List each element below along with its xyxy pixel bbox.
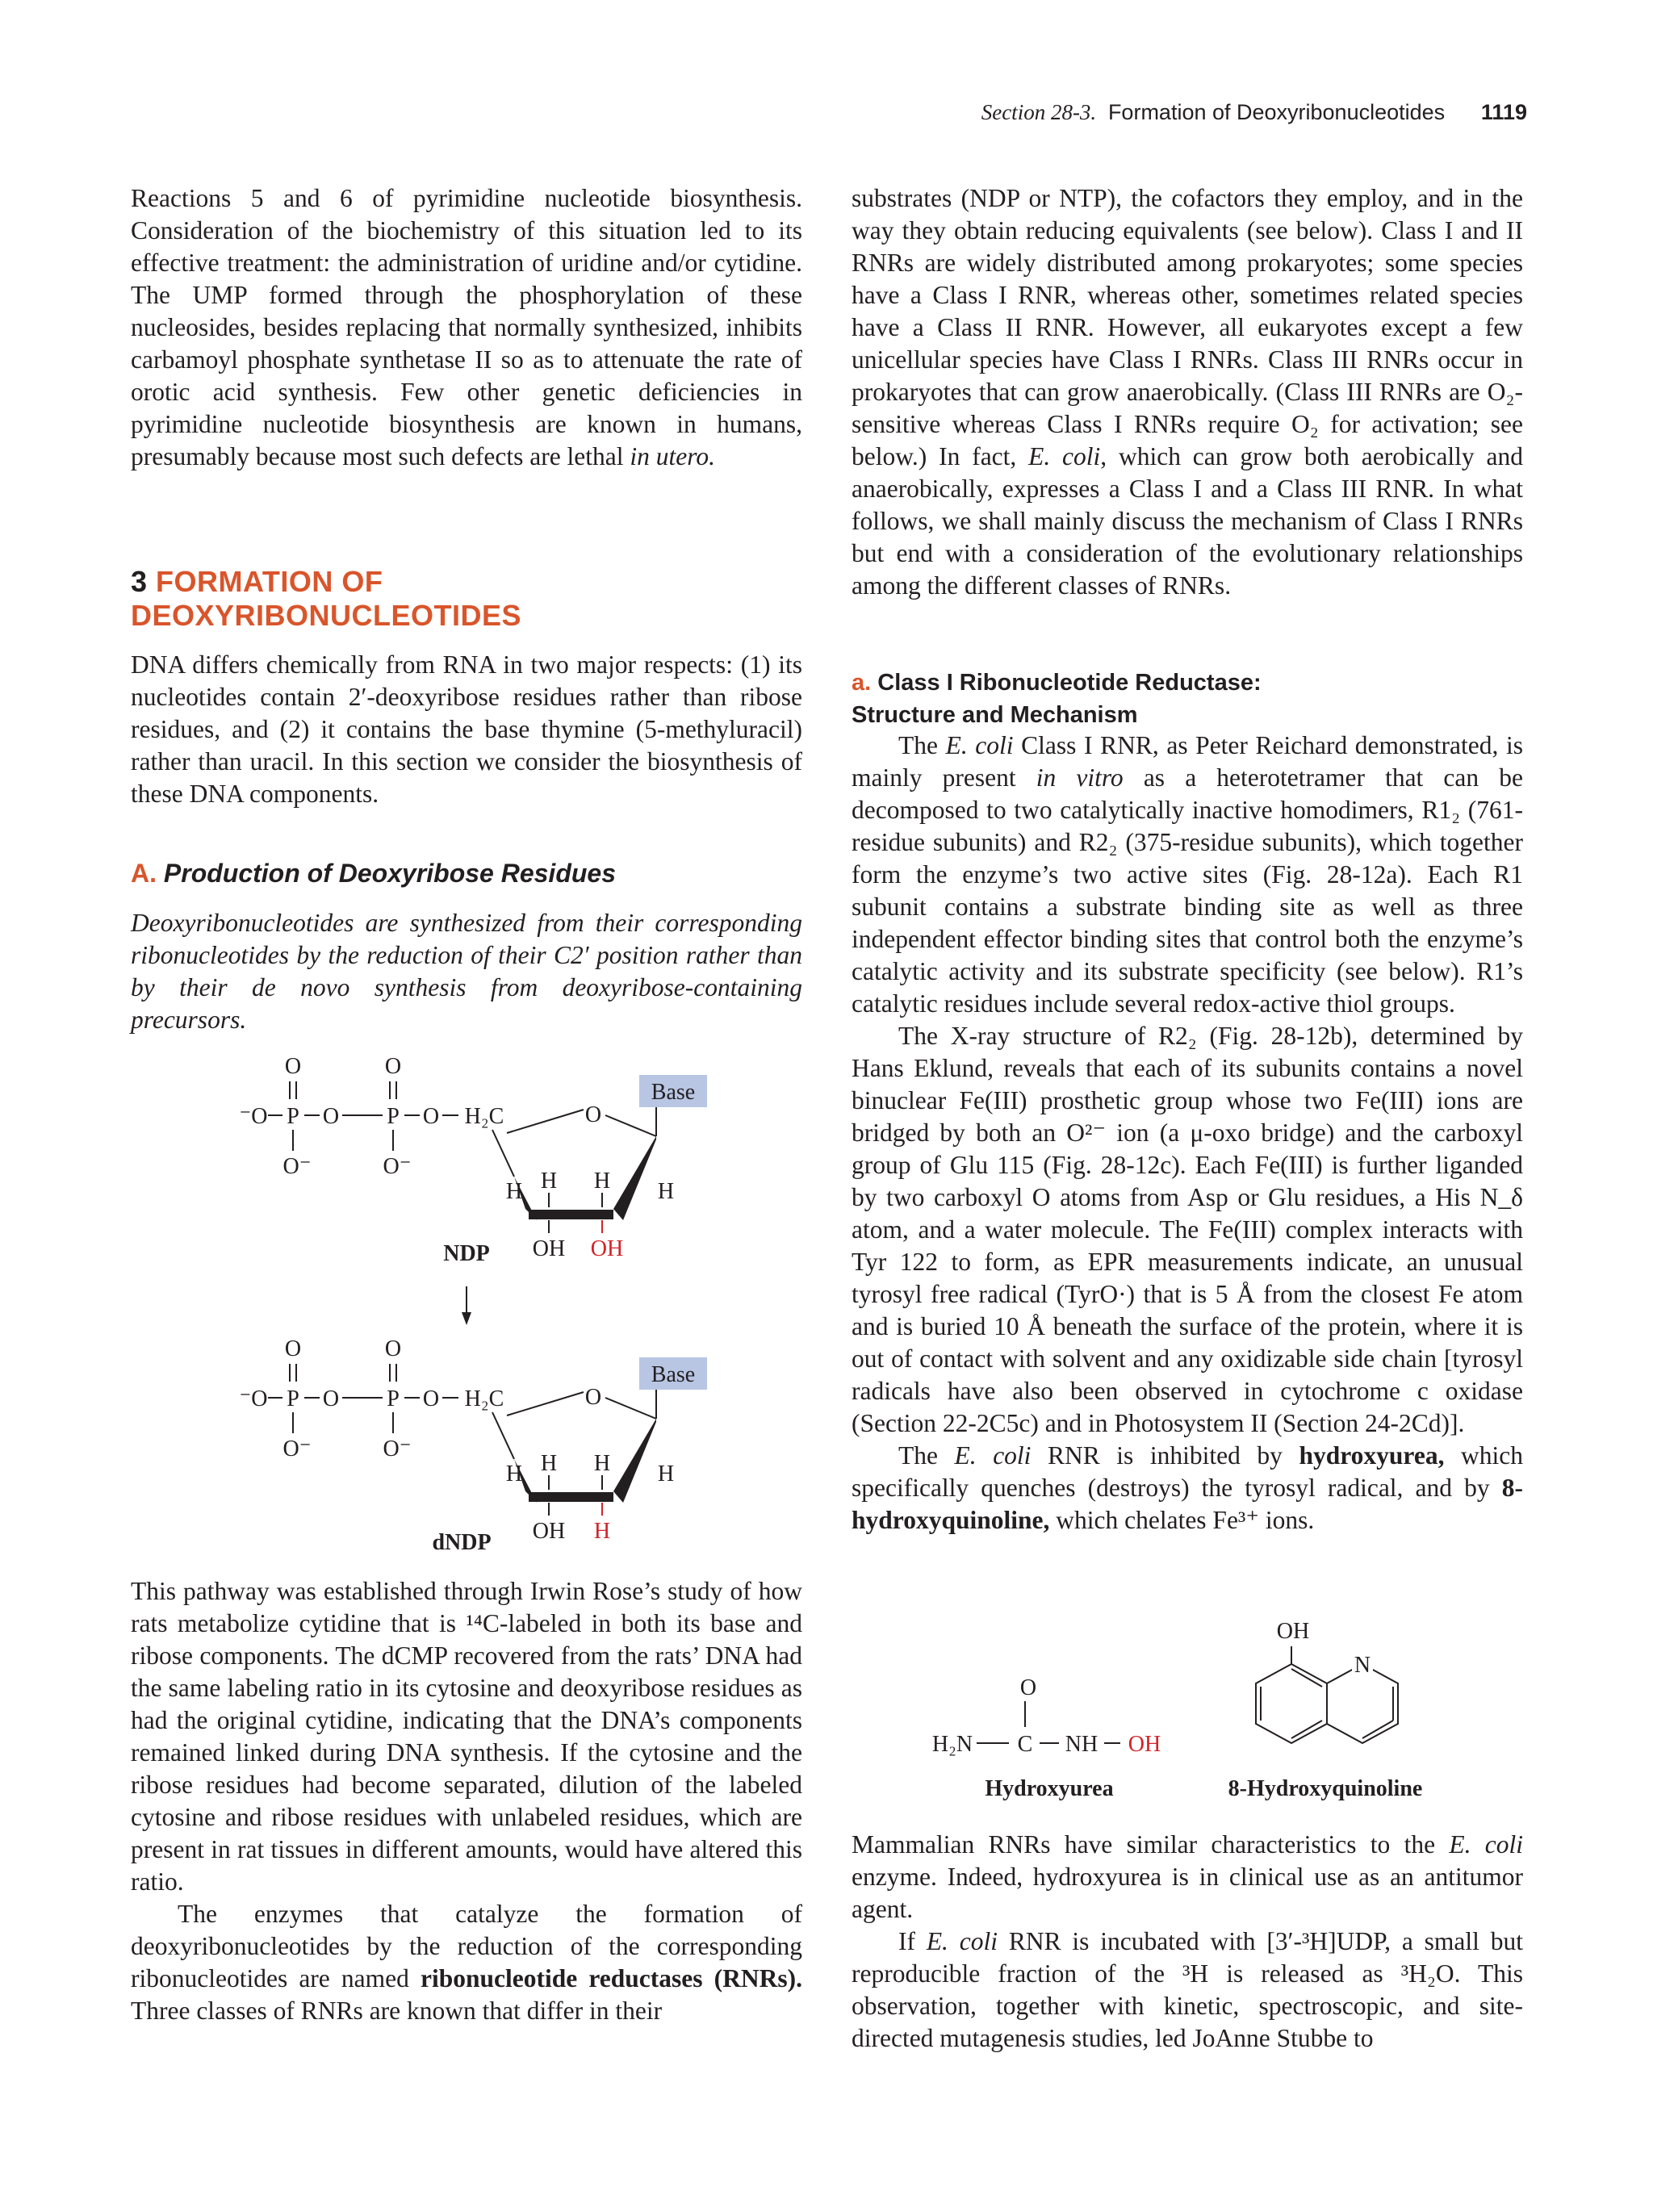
header-section: Section 28-3. [981, 100, 1097, 124]
paragraph-text: If [898, 1927, 927, 1955]
paragraph-text: which chelates Fe³⁺ ions. [1049, 1506, 1315, 1534]
subsubsection-title-line2: Structure and Mechanism [852, 702, 1138, 728]
ndp-2-oh: OH [590, 1236, 624, 1261]
paragraph-text: Reactions 5 and 6 of pyrimidine nucleotide biosynthesis. Consideration of the biochemistry of this situation led to its effective treatment: the administration of uridine and/or cytidine. The UMP formed through the phosphorylation of these nucleosides, besides replacing that normally synthesized, inhibits carbamoyl phosphate synthetase II so as to attenuate the rate of orotic acid synthesis. Few other genetic deficiencies in pyrimidine nucleotide biosynthesis are known in humans, presumably because most such defects are lethal [131, 184, 802, 470]
dndp-structure [240, 1336, 708, 1555]
paragraph-text: Class I RNR, as Peter Reichard demonstrated, is mainly present [852, 731, 1523, 792]
hq-oh: OH [1276, 1619, 1310, 1644]
ndp-base: Base [651, 1080, 696, 1105]
paragraph [852, 730, 1523, 1020]
paragraph-text: which specifically quenches (destroys) the tyrosyl radical, and by [852, 1441, 1523, 1502]
left-column-intro [131, 649, 802, 810]
paragraph-text: Three classes of RNRs are known that differ in their [131, 1997, 663, 2025]
page-number: 1119 [1480, 100, 1527, 124]
paragraph-italic: E. coli [945, 731, 1014, 759]
paragraph-text: as a heterotetramer that can be decomposed to two catalytically inactive homodimers, R1₂ (761-residue subunits) and R2₂ (375-residue subunits), which together form the enzyme’s two active sites (Fig. 28-12a). Each R1 subunit contains a substrate binding site as well as three independent effector binding sites that control both the enzyme’s catalytic activity and its substrate specificity (see below). R1’s catalytic residues include several redox-active thiol groups. [852, 763, 1524, 1018]
paragraph: This pathway was established through Irwin Rose’s study of how rats metabolize cytidine that is ¹⁴C-labeled in both its base and ribose components. The dCMP recovered from the rats’ DNA had the same labeling ratio in its cytosine and deoxyribose residues as had the original cytidine, indicating that the DNA’s components remained linked during DNA synthesis. If the cytosine and the ribose residues had become separated, dilution of the labeled cytosine and ribose residues with unlabeled residues, which are present in rat tissues in different amounts, would have altered this ratio. [131, 1577, 802, 1896]
hu-c: C [1017, 1732, 1033, 1757]
dndp-p1: P [287, 1386, 299, 1411]
paragraph-italic: in utero. [630, 442, 715, 470]
paragraph-italic: E. coli [926, 1927, 998, 1955]
summary-text: Deoxyribonucleotides are synthesized from their corresponding ribonucleotides by the reduction of their C2′ position rather than by their de novo synthesis from deoxyribose-containing precursors. [131, 909, 802, 1034]
dndp-o1: O [284, 1336, 302, 1361]
dndp-base: Base [651, 1362, 696, 1387]
paragraph: DNA differs chemically from RNA in two major respects: (1) its nucleotides contain 2′-deoxyribose residues rather than ribose residues, and (2) it contains the base thymine (5-methyluracil) rather than uracil. In this section we consider the biosynthesis of these DNA components. [131, 650, 802, 808]
hu-nh: NH [1065, 1732, 1099, 1757]
subsection-heading [131, 857, 802, 889]
paragraph [852, 1926, 1523, 2055]
hydroxyquinoline-structure [1256, 1646, 1398, 1743]
section-number: 3 [131, 565, 148, 598]
hu-o: O [1019, 1675, 1037, 1700]
paragraph-bold: 8-hydroxyquinoline, [852, 1474, 1523, 1534]
ndp-ring-o: O [584, 1102, 602, 1127]
hu-h2n: H₂N [931, 1732, 973, 1757]
dndp-h: H [540, 1451, 558, 1476]
paragraph-text: The enzymes that catalyze the formation of deoxyribonucleotides by the reduction of the corresponding ribonucleotides are named [131, 1900, 802, 1992]
paragraph-text: Mammalian RNRs have similar characteristics to the [852, 1830, 1450, 1859]
dndp-3-oh: OH [532, 1519, 566, 1544]
paragraph-italic: in vitro [1036, 763, 1124, 792]
dndp-h: H [505, 1461, 523, 1487]
paragraph-italic: E. coli [1449, 1830, 1524, 1859]
dndp-2-h: H [593, 1519, 611, 1544]
hu-oh: OH [1128, 1732, 1161, 1757]
ndp-3-oh: OH [532, 1236, 566, 1261]
dndp-h2c: H₂C [464, 1386, 504, 1411]
subsubsection-heading [852, 667, 1523, 731]
section-heading [131, 565, 802, 633]
paragraph-text: The [898, 731, 946, 759]
ndp-neg-o: ⁻O [239, 1104, 268, 1129]
paragraph: The X-ray structure of R2₂ (Fig. 28-12b), determined by Hans Eklund, reveals that each of its subunits contains a novel binuclear Fe(III) prosthetic group whose two Fe(III) ions are bridged by both an O²⁻ ion (a μ-oxo bridge) and the carboxyl group of Glu 115 (Fig. 28-12c). Each Fe(III) is further liganded by two carboxyl O atoms from Asp or Glu residues, a His N_δ atom, and a water molecule. The Fe(III) complex interacts with Tyr 122 to form, as EPR measurements indicate, an unusual tyrosyl free radical (TyrO·) that is 5 Å from the closest Fe atom and is buried 10 Å beneath the surface of the protein, where it is out of contact with solvent and any oxidizable side chain [tyrosyl radicals have also been observed in cytochrome c oxidase (Section 22-2C5c) and in Photosystem II (Section 24-2Cd)]. [852, 1022, 1523, 1437]
reaction-arrowhead [462, 1312, 471, 1325]
summary-statement [131, 907, 802, 1036]
dndp-ring-o: O [584, 1385, 602, 1410]
paragraph-italic: E. coli [1028, 442, 1101, 470]
subsection-letter: A. [131, 859, 157, 888]
dndp-o-minus1: O⁻ [282, 1436, 312, 1461]
left-column-top [131, 182, 802, 473]
paragraph-text: substrates (NDP or NTP), the cofactors they employ, and in the way they obtain reducing equivalents (see below). Class I and II RNRs are widely distributed among prokaryotes; some species have a Class I RNR, whereas other, sometimes related species have a Class II RNR. However, all eukaryotes except a few unicellular species have Class I RNRs. Class III RNRs occur in prokaryotes that can grow anaerobically. (Class III RNRs are O₂-sensitive whereas Class I RNRs require O₂ for activation; see below.) In fact, [852, 184, 1523, 470]
paragraph-text: , which can grow both aerobically and anaerobically, expresses a Class I and a Class III RNR. In what follows, we shall mainly discuss the mechanism of Class I RNRs but end with a consideration of the evolutionary relationships among the different classes of RNRs. [852, 442, 1523, 600]
paragraph [852, 1829, 1523, 1926]
paragraph-bold: hydroxyurea, [1299, 1441, 1445, 1470]
paragraph-text: enzyme. Indeed, hydroxyurea is in clinical use as an antitumor agent. [852, 1863, 1523, 1923]
ndp-bridge-o: O [322, 1104, 340, 1129]
paragraph-bold: ribonucleotide reductases (RNRs). [420, 1964, 802, 1992]
dndp-o-minus2: O⁻ [383, 1436, 412, 1461]
subsubsection-title-line1: Class I Ribonucleotide Reductase: [877, 670, 1262, 696]
right-column-middle [852, 730, 1523, 1537]
dndp-h: H [593, 1451, 611, 1476]
ndp-label: NDP [443, 1241, 490, 1266]
dndp-label: dNDP [432, 1530, 492, 1555]
subsection-title: Production of Deoxyribose Residues [163, 859, 616, 888]
section-title-line2: DEOXYRIBONUCLEOTIDES [131, 599, 522, 632]
paragraph [131, 182, 802, 473]
ndp-h2c: H₂C [464, 1104, 504, 1129]
paragraph-text: The [898, 1441, 955, 1470]
ndp-p2: P [387, 1104, 400, 1129]
paragraph [131, 1898, 802, 2027]
ndp-o-minus1: O⁻ [282, 1154, 312, 1179]
hydroxyurea-label: Hydroxyurea [985, 1776, 1114, 1801]
dndp-h: H [657, 1461, 675, 1487]
paragraph-text: RNR is incubated with [3′-³H]UDP, a small but reproducible fraction of the ³H is released as ³H₂O. This observation, together with kinetic, spectroscopic, and site-directed mutagenesis studies, led JoAnne Stubbe to [852, 1927, 1523, 2052]
ndp-o1: O [284, 1054, 302, 1079]
inhibitor-structures-figure [928, 1614, 1445, 1808]
dndp-bridge-o: O [322, 1386, 340, 1411]
right-column-bottom [852, 1829, 1523, 2055]
ndp-structure [240, 1054, 708, 1266]
ndp-to-dndp-figure [226, 1049, 726, 1566]
paragraph-italic: E. coli [954, 1441, 1032, 1470]
dndp-p2: P [387, 1386, 400, 1411]
hydroxyquinoline-label: 8-Hydroxyquinoline [1228, 1776, 1423, 1801]
paragraph [852, 1440, 1523, 1537]
section-title-line1: FORMATION OF [156, 565, 383, 598]
ndp-p1: P [287, 1104, 299, 1129]
dndp-neg-o: ⁻O [239, 1386, 268, 1411]
ndp-ester-o: O [422, 1104, 440, 1129]
left-column-bottom [131, 1575, 802, 2027]
paragraph-text: RNR is inhibited by [1031, 1441, 1299, 1470]
header-title: Formation of Deoxyribonucleotides [1107, 100, 1446, 124]
ndp-h: H [657, 1179, 675, 1204]
ndp-o2: O [384, 1054, 402, 1079]
ndp-o-minus2: O⁻ [383, 1154, 412, 1179]
hq-n: N [1354, 1653, 1371, 1678]
hydroxyurea-structure [932, 1675, 1161, 1801]
ndp-h: H [505, 1179, 523, 1204]
dndp-o2: O [384, 1336, 402, 1361]
ndp-h: H [540, 1169, 558, 1194]
subsubsection-letter: a. [852, 670, 872, 696]
ndp-h: H [593, 1169, 611, 1194]
running-header [981, 100, 1527, 125]
paragraph [852, 182, 1523, 602]
right-column-top [852, 182, 1523, 602]
dndp-ester-o: O [422, 1386, 440, 1411]
